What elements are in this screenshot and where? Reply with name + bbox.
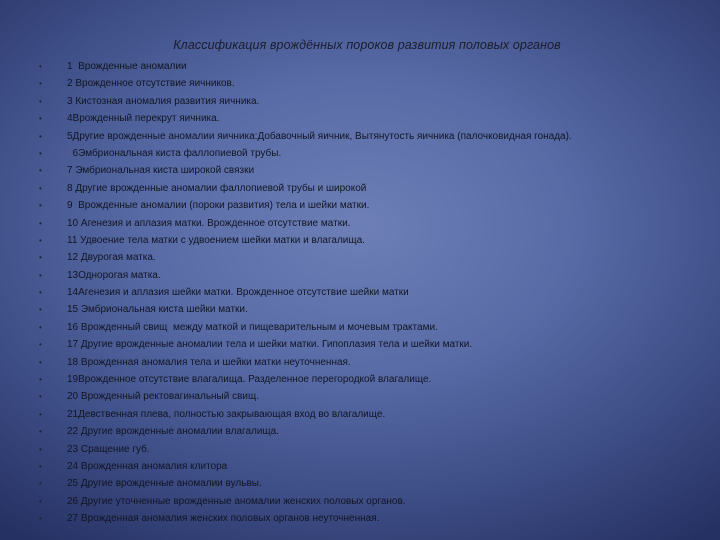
list-item-text: 8 Другие врожденные аномалии фаллопиевой трубы и широкой: [67, 182, 367, 194]
list-item: [36, 406, 706, 423]
list-item-text: 26 Другие уточненные врожденные аномалии женских половых органов.: [67, 495, 406, 507]
list-item: [36, 336, 706, 353]
bullet-icon: •: [39, 479, 42, 489]
list-item: [36, 284, 706, 301]
bullet-icon: •: [39, 461, 42, 471]
list-item-text: 6Эмбриональная киста фаллопиевой трубы.: [67, 147, 282, 159]
list-item: [36, 75, 706, 92]
list-item: [36, 180, 706, 197]
list-item: [36, 93, 706, 110]
list-item: [36, 441, 706, 458]
list-item-text: 9 Врожденные аномалии (пороки развития) тела и шейки матки.: [67, 200, 370, 212]
list-item-text: 5Другие врожденные аномалии яичника:Добавочный яичник, Вытянутость яичника (палочковидная гонада).: [67, 130, 572, 142]
list-item-text: 10 Агенезия и аплазия матки. Врожденное отсутствие матки.: [67, 217, 351, 229]
list-item-text: 2 Врожденное отсутствие яичников.: [67, 78, 235, 90]
bullet-icon: •: [39, 305, 42, 315]
list-item: [36, 510, 706, 527]
list-item: [36, 197, 706, 214]
list-item: [36, 267, 706, 284]
list-item-text: 21Девственная плева, полностью закрывающая вход во влагалище.: [67, 408, 386, 420]
list-item: [36, 58, 706, 75]
bullet-icon: •: [39, 427, 42, 437]
bullet-icon: •: [39, 131, 42, 141]
list-item-text: 3 Кистозная аномалия развития яичника.: [67, 95, 260, 107]
bullet-icon: •: [39, 375, 42, 385]
list-item-text: 11 Удвоение тела матки с удвоением шейки матки и влагалища.: [67, 234, 365, 246]
list-item: [36, 249, 706, 266]
list-item: [36, 423, 706, 440]
list-item-text: 14Агенезия и аплазия шейки матки. Врожденное отсутствие шейки матки: [67, 287, 409, 299]
list-item: [36, 110, 706, 127]
bullet-icon: •: [39, 392, 42, 402]
list-item-text: 7 Эмбриональная киста широкой связки: [67, 165, 255, 177]
list-item: [36, 493, 706, 510]
list-item: [36, 371, 706, 388]
bullet-icon: •: [39, 288, 42, 298]
bullet-icon: •: [39, 148, 42, 158]
bullet-icon: •: [39, 253, 42, 263]
bullet-icon: •: [39, 218, 42, 228]
list-item-text: 25 Другие врожденные аномалии вульвы.: [67, 478, 262, 490]
list-item: [36, 458, 706, 475]
list-item-text: 22 Другие врожденные аномалии влагалища.: [67, 426, 280, 438]
list-item-text: 18 Врожденная аномалия тела и шейки матки неуточненная.: [67, 356, 351, 368]
bullet-icon: •: [39, 201, 42, 211]
bullet-icon: •: [39, 235, 42, 245]
list-item-text: 27 Врожденная аномалия женских половых органов неуточненная.: [67, 513, 380, 525]
list-item: [36, 232, 706, 249]
list-item-text: 20 Врожденный ректовагинальный свищ.: [67, 391, 260, 403]
list-item-text: 4Врожденный перекрут яичника.: [67, 113, 220, 125]
list-item-text: 1 Врожденные аномалии: [67, 61, 187, 72]
list-item-text: 19Врожденное отсутствие влагалища. Разделенное перегородкой влагалище.: [67, 374, 432, 386]
bullet-icon: •: [39, 79, 42, 89]
bullet-icon: •: [39, 340, 42, 350]
list-item: [36, 128, 706, 145]
bullet-icon: •: [39, 183, 42, 193]
bullet-icon: •: [39, 114, 42, 124]
list-item-text: 16 Врожденный свищ между маткой и пищеварительным и мочевым трактами.: [67, 321, 438, 333]
list-item: [36, 162, 706, 179]
list-item: [36, 388, 706, 405]
list-item-text: 24 Врожденная аномалия клитора: [67, 460, 228, 472]
list-item-text: 17 Другие врожденные аномалии тела и шейки матки. Гипоплазия тела и шейки матки.: [67, 339, 473, 351]
list-item: [36, 475, 706, 492]
bullet-icon: •: [39, 62, 42, 71]
bullet-icon: •: [39, 409, 42, 419]
bullet-icon: •: [39, 444, 42, 454]
list-item-text: 13Однорогая матка.: [67, 269, 161, 281]
list-item: [36, 354, 706, 371]
list-item-text: 12 Двурогая матка.: [67, 252, 156, 264]
bullet-icon: •: [39, 270, 42, 280]
list-item: [36, 215, 706, 232]
bullet-icon: •: [39, 496, 42, 506]
bullet-icon: •: [39, 96, 42, 106]
bullet-icon: •: [39, 166, 42, 176]
bullet-icon: •: [39, 357, 42, 367]
bullet-icon: •: [39, 514, 42, 524]
slide-title: Классификация врождённых пороков развития половых органов: [173, 38, 561, 52]
bullet-icon: •: [39, 322, 42, 332]
list-item-text: 15 Эмбриональная киста шейки матки.: [67, 304, 248, 316]
classification-list: [36, 58, 706, 528]
list-item-text: 23 Сращение губ.: [67, 443, 150, 455]
list-item: [36, 319, 706, 336]
list-item: [36, 145, 706, 162]
list-item: [36, 301, 706, 318]
